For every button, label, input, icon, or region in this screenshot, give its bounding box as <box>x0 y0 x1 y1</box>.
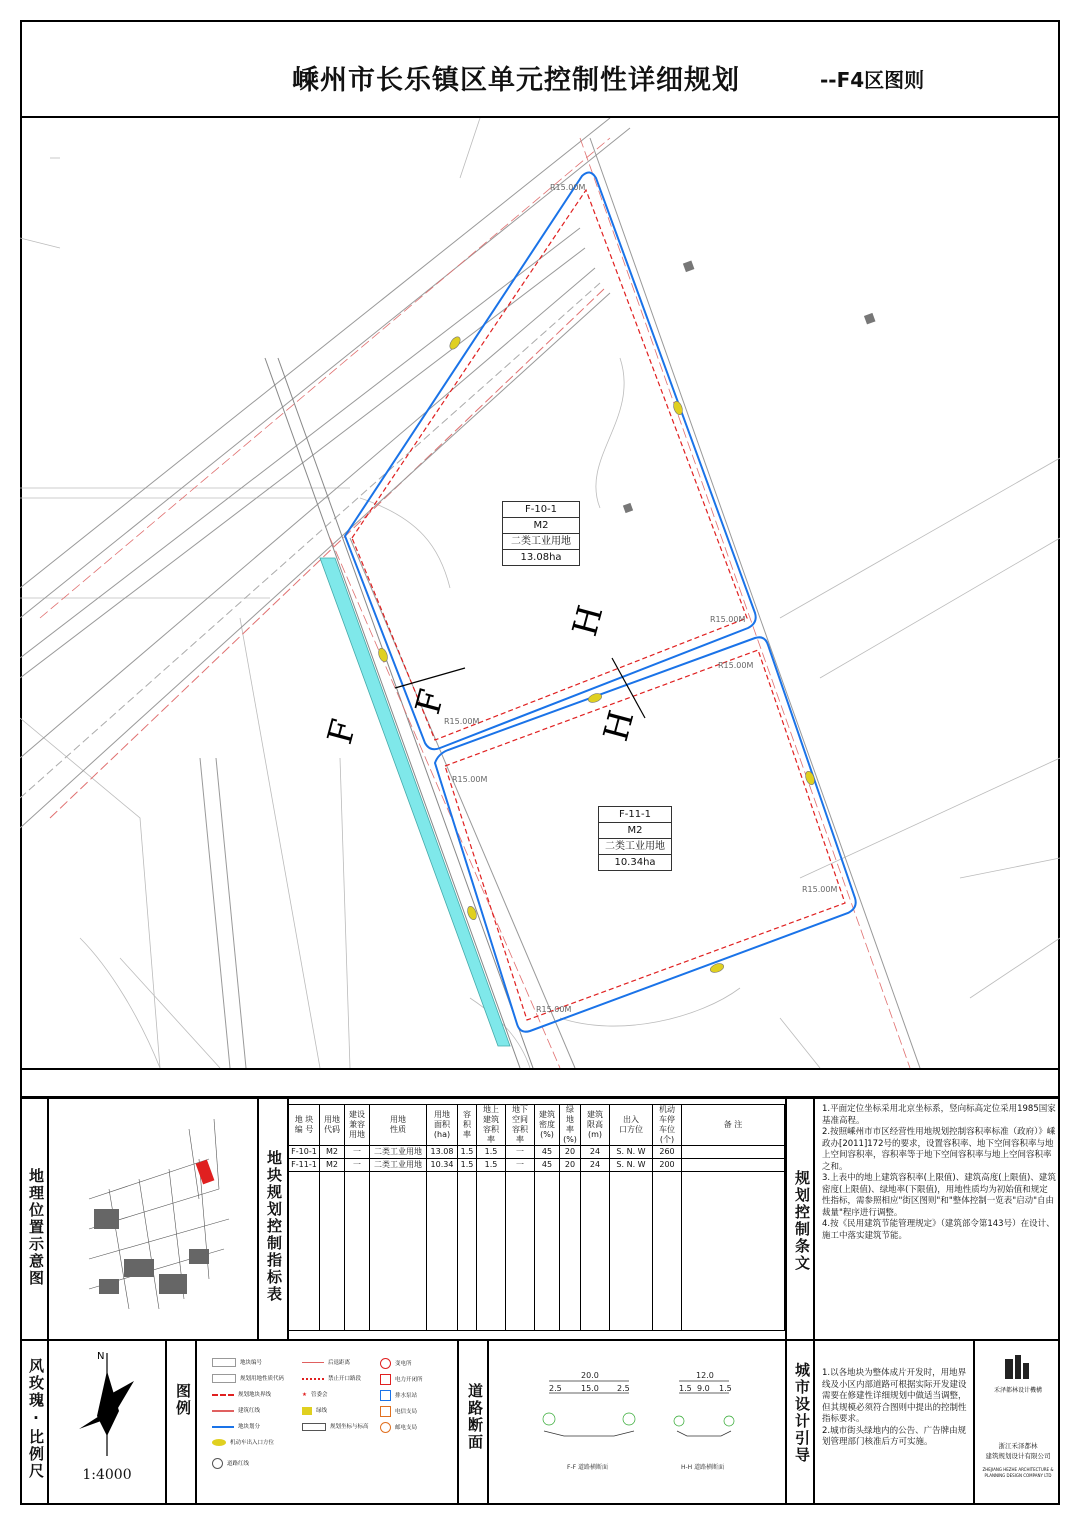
small-buildings <box>623 261 876 514</box>
hh-part: 1.5 <box>719 1384 732 1393</box>
cell: 20 <box>560 1146 581 1159</box>
rules-label: 规划控制条文 <box>793 1170 811 1272</box>
company-logo-icon <box>1003 1353 1031 1381</box>
cell: 1.5 <box>477 1159 506 1172</box>
note: 4.按《民用建筑节能管理规定》（建筑部令第143号）在设计、施工中落实建筑节能。 <box>822 1219 1055 1241</box>
map-canvas[interactable] <box>20 118 1060 1068</box>
parcel-id: F-10-1 <box>503 502 579 518</box>
company-cell <box>974 1340 1060 1505</box>
note: 1.平面定位坐标采用北京坐标系，竖向标高定位采用1985国家基准高程。 <box>822 1104 1056 1126</box>
location-label: 地理位置示意图 <box>27 1168 45 1287</box>
cell: M2 <box>320 1159 345 1172</box>
parcel-code: M2 <box>599 823 671 839</box>
cell: 二类工业用地 <box>370 1146 427 1159</box>
note: 3.上表中的地上建筑容积率(上限值)、建筑高度(上限值)、建筑密度(上限值)、绿地率(下限值)，用地性质均为初始值和规定性指标，需参照相应"街区图则"和"整体控制一览表"启动"自由裁量"程序进行调整。 <box>822 1173 1056 1218</box>
windrose-cell <box>48 1340 166 1505</box>
section-label-f2: F <box>408 685 453 719</box>
location-map-cell <box>48 1098 258 1340</box>
col-header: 机动 车停 车位 (个) <box>653 1105 682 1146</box>
cell: 一 <box>345 1146 370 1159</box>
road-section-cell <box>488 1340 786 1505</box>
cell: 10.34 <box>427 1159 458 1172</box>
legend-item: 邮电支局 <box>380 1422 417 1433</box>
parcel-name: 二类工业用地 <box>503 534 579 550</box>
col-header: 建筑 密度 (%) <box>535 1105 560 1146</box>
cell: 1.5 <box>458 1146 477 1159</box>
radius-label: R15.00M <box>452 775 488 784</box>
col-header: 用地 面积 (ha) <box>427 1105 458 1146</box>
cell <box>682 1146 785 1159</box>
cell: S. N. W <box>610 1146 653 1159</box>
guidance-notes <box>822 1368 970 1449</box>
legend-item: 道路红线 <box>212 1458 249 1469</box>
page-subtitle: --F4区图则 <box>820 68 925 92</box>
legend-item: 电信支局 <box>380 1406 417 1417</box>
cell: 200 <box>653 1159 682 1172</box>
parcel-area: 13.08ha <box>520 552 562 563</box>
company-name-en: ZHEJIANG HEZHE ARCHITECTURE & PLANNING DESIGN COMPANY LTD <box>982 1467 1054 1478</box>
cell: F-11-1 <box>289 1159 320 1172</box>
col-header: 出入 口方位 <box>610 1105 653 1146</box>
col-header: 用地 代码 <box>320 1105 345 1146</box>
title-block <box>20 20 1060 116</box>
building-redline-icon <box>212 1410 234 1412</box>
legend-item: 变电所 <box>380 1358 412 1369</box>
planning-map[interactable] <box>20 118 1060 1068</box>
substation-icon <box>380 1358 391 1369</box>
committee-icon: ★ <box>302 1392 307 1398</box>
cell: 二类工业用地 <box>370 1159 427 1172</box>
radius-label: R15.00M <box>536 1005 572 1014</box>
control-notes <box>822 1104 1056 1242</box>
green-belt <box>320 558 510 1046</box>
legend-item: 建筑红线 <box>212 1406 260 1414</box>
post-icon <box>380 1422 391 1433</box>
col-header: 建设 兼容 用地 <box>345 1105 370 1146</box>
col-header: 用地 性质 <box>370 1105 427 1146</box>
road-redline-icon <box>212 1458 223 1469</box>
radius-label: R15.00M <box>802 885 838 894</box>
cell: 一 <box>345 1159 370 1172</box>
ff-part: 15.0 <box>581 1384 599 1393</box>
setback-icon <box>302 1362 324 1363</box>
ff-caption: F-F 道路横断面 <box>567 1464 608 1471</box>
parcel-code: M2 <box>503 518 579 534</box>
cell: 24 <box>581 1146 610 1159</box>
legend-label-cell <box>166 1340 196 1505</box>
legend-item: 禁止开口路段 <box>302 1374 361 1382</box>
legend-item: 地块划分 <box>212 1422 260 1430</box>
page-title: 嵊州市长乐镇区单元控制性详细规划 <box>292 65 740 96</box>
legend-item: 规划用地性质代码 <box>212 1374 284 1383</box>
ns-road <box>200 138 920 1068</box>
note: 2.按照嵊州市市区经营性用地规划控制容积率标准（政府）》嵊政办[2011]172号的要求，设置容积率、地下空间容积率与地上空间容积率，容积率等于地下空间容积率与地上空间容积率之和。 <box>822 1127 1056 1172</box>
ff-total: 20.0 <box>581 1371 599 1380</box>
parcel-f10-boundary <box>352 190 747 740</box>
hh-caption: H-H 道路横断面 <box>681 1464 725 1471</box>
section-label-h1: H <box>565 601 612 641</box>
coordinate-icon <box>302 1423 326 1431</box>
table-row <box>289 1159 785 1172</box>
parcel-label-f11[interactable] <box>598 806 672 871</box>
legend-item: 地块编号 <box>212 1358 262 1367</box>
parcel-label-f10[interactable] <box>502 501 580 566</box>
legend-item: 绿线 <box>302 1406 327 1415</box>
legend-item: 机动车出入口方位 <box>212 1438 274 1446</box>
location-map <box>49 1099 257 1339</box>
map-bottom-band <box>20 1068 1060 1098</box>
cell: 45 <box>535 1159 560 1172</box>
note: 2.城市街头绿地内的公告、广告牌由规划管理部门核准后方可实施。 <box>822 1425 967 1447</box>
legend-item: 排水泵站 <box>380 1390 417 1401</box>
table-header-row <box>289 1105 785 1146</box>
control-table <box>288 1104 785 1331</box>
cell: 20 <box>560 1159 581 1172</box>
cell: 1.5 <box>458 1159 477 1172</box>
col-header: 地 块 编 号 <box>289 1105 320 1146</box>
cell: 13.08 <box>427 1146 458 1159</box>
company-name: 浙江禾泽都林 建筑规划设计有限公司 <box>985 1442 1051 1460</box>
guidance-label: 城市设计引导 <box>793 1362 811 1464</box>
cell: S. N. W <box>610 1159 653 1172</box>
col-header: 容 积 率 <box>458 1105 477 1146</box>
parcel-area: 10.34ha <box>614 857 656 868</box>
section-label-f1: F <box>320 715 365 749</box>
road-section-drawing <box>489 1341 785 1501</box>
road-section-label: 道路断面 <box>466 1383 484 1451</box>
telecom-icon <box>380 1406 391 1417</box>
section-label-h2: H <box>596 706 643 746</box>
radius-label: R15.00M <box>550 183 586 192</box>
parcel-id-icon <box>212 1358 236 1367</box>
company-logo-text: 禾泽都林设计機構 <box>993 1387 1042 1394</box>
power-switch-icon <box>380 1374 391 1385</box>
cell <box>682 1159 785 1172</box>
ff-part: 2.5 <box>549 1384 562 1393</box>
north-label: N <box>97 1351 105 1362</box>
col-header: 地下 空间 容积 率 <box>506 1105 535 1146</box>
col-header: 建筑 限高 (m) <box>581 1105 610 1146</box>
parcel-division-icon <box>212 1426 234 1428</box>
cell: 一 <box>506 1146 535 1159</box>
no-opening-icon <box>302 1378 324 1380</box>
land-code-icon <box>212 1374 236 1383</box>
cell: 24 <box>581 1159 610 1172</box>
legend-item: 后退距离 <box>302 1358 350 1366</box>
radius-label: R15.00M <box>444 717 480 726</box>
note: 1.以各地块为整体成片开发时，用地界线及小区内部道路可根据实际开发建设需要在修建性详细规划中做适当调整，但其规模必须符合图则中提出的控制性指标要求。 <box>822 1368 967 1424</box>
cell: 45 <box>535 1146 560 1159</box>
radius-label: R15.00M <box>710 615 746 624</box>
wind-rose-icon <box>49 1341 165 1471</box>
legend-item: 规划坐标与标高 <box>302 1422 369 1431</box>
table-row <box>289 1146 785 1159</box>
vehicle-entry-icon <box>212 1439 226 1446</box>
windrose-label: 风玫瑰·比例尺 <box>27 1358 45 1480</box>
ff-part: 2.5 <box>617 1384 630 1393</box>
cell: 1.5 <box>477 1146 506 1159</box>
parcel-id: F-11-1 <box>599 807 671 823</box>
radius-label: R15.00M <box>718 661 754 670</box>
pump-icon <box>380 1390 391 1401</box>
cell: 260 <box>653 1146 682 1159</box>
cell: 一 <box>506 1159 535 1172</box>
hh-part: 1.5 <box>679 1384 692 1393</box>
greenline-icon <box>302 1407 312 1415</box>
scale-label: 1:4000 <box>82 1467 132 1483</box>
hh-part: 9.0 <box>697 1384 710 1393</box>
legend-label: 图例 <box>174 1383 192 1417</box>
col-header: 备 注 <box>682 1105 785 1146</box>
hh-total: 12.0 <box>696 1371 714 1380</box>
legend-item: 电力开闭所 <box>380 1374 423 1385</box>
control-table-label: 地块规划控制指标表 <box>265 1150 283 1303</box>
col-header: 地上 建筑 容积 率 <box>477 1105 506 1146</box>
cell: M2 <box>320 1146 345 1159</box>
terrain-lines <box>20 118 1060 1068</box>
legend-item: 规划地块界线 <box>212 1390 271 1398</box>
parcel-name: 二类工业用地 <box>599 839 671 855</box>
legend-item: ★ 管委会 <box>302 1392 328 1398</box>
cell: F-10-1 <box>289 1146 320 1159</box>
parcel-boundary-icon <box>212 1394 234 1396</box>
col-header: 绿 地 率 (%) <box>560 1105 581 1146</box>
